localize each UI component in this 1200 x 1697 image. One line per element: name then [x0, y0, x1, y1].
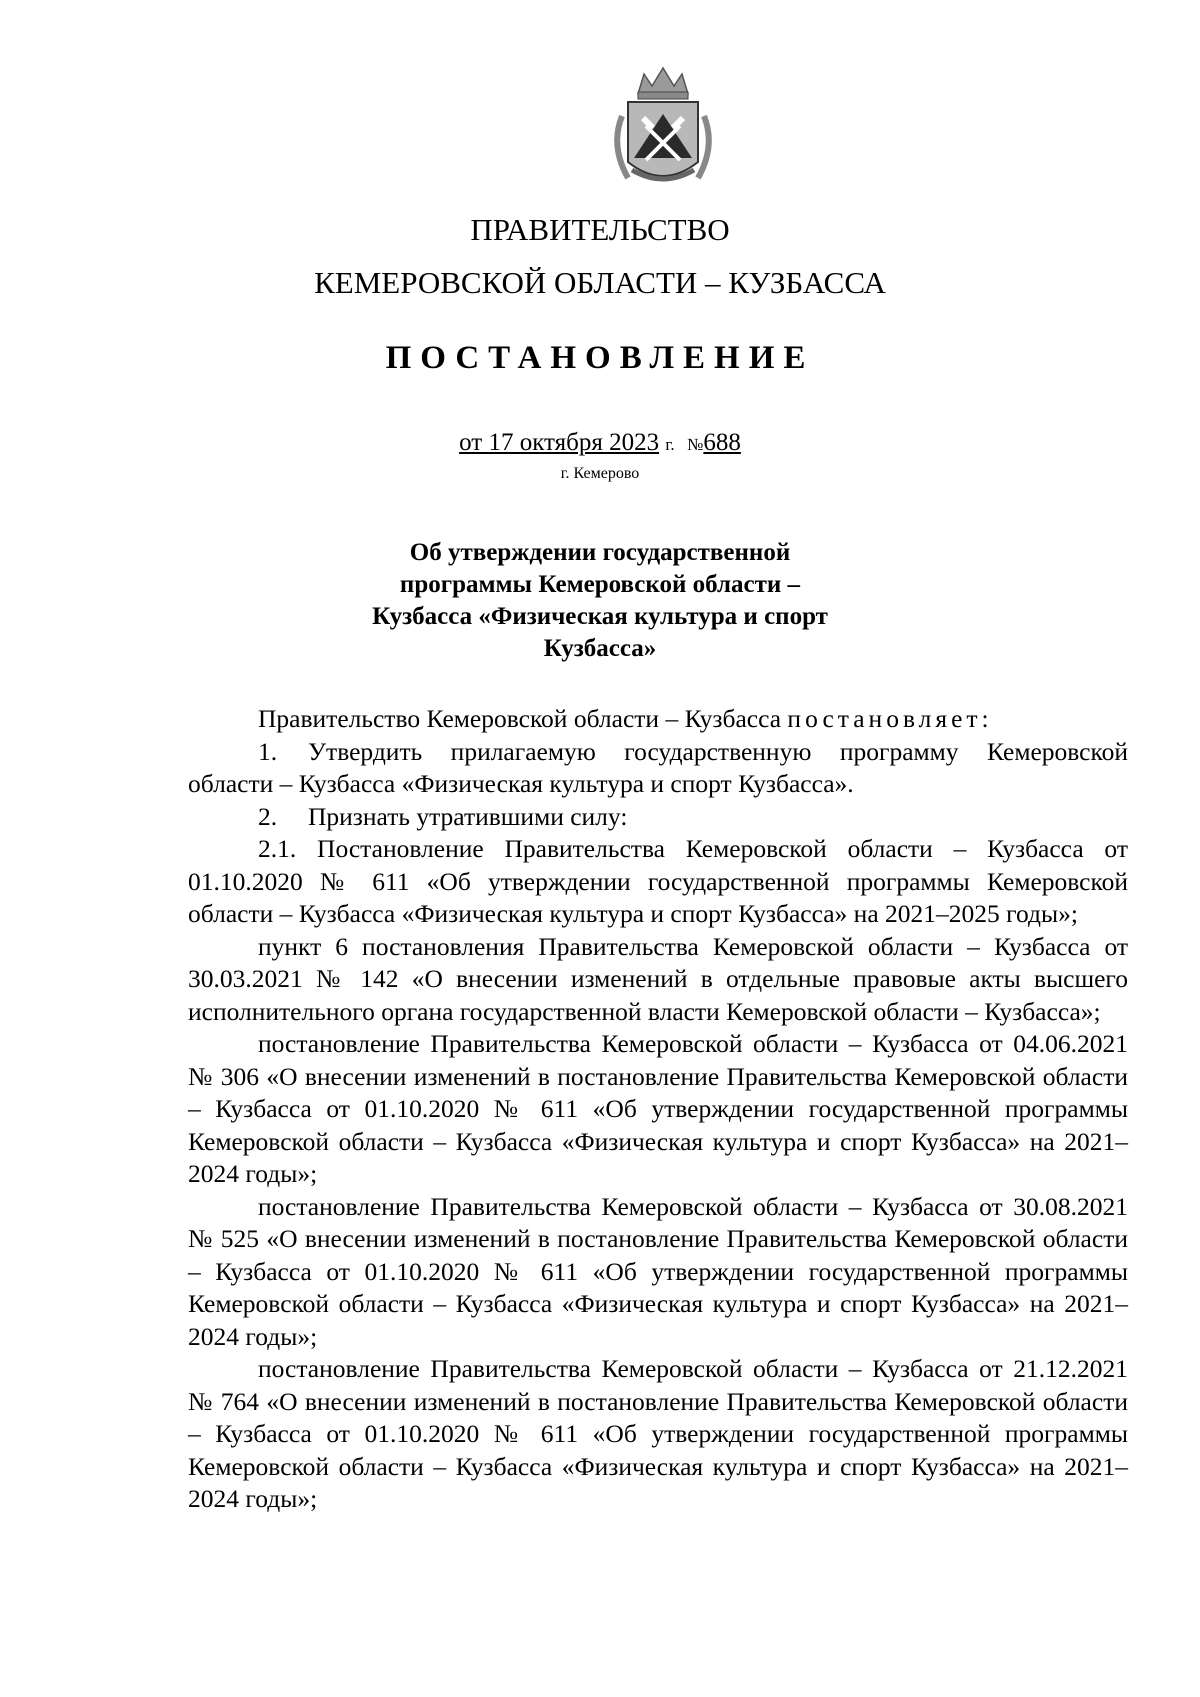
repealed-act-paragraph: пункт 6 постановления Правительства Кемеровской области – Кузбасса от 30.03.2021 № 142 «О внесении изменений в отдельные правовые акты высшего исполнительного органа государственной власти Кемеровской области – Кузбасса»; — [188, 931, 1128, 1026]
title-line: программы Кемеровской области – — [399, 571, 801, 598]
item-2-text: Признать утратившими силу: — [308, 801, 628, 831]
title-line: Об утверждении государственной — [409, 539, 791, 566]
repealed-act-paragraph: постановление Правительства Кемеровской области – Кузбасса от 21.12.2021 № 764 «О внесении изменений в постановление Правительства Кемеровской области – Кузбасса от 01.10.2020 № 611 «Об утверждении государственной программы Кемеровской области – Кузбасса «Физическая культура и спорт Кузбасса» на 2021–2024 годы»; — [188, 1354, 1128, 1513]
document-type: ПОСТАНОВЛЕНИЕ — [385, 340, 815, 376]
item-1-paragraph — [188, 736, 1128, 801]
preamble-verb: постановляет: — [787, 704, 993, 733]
document-number: 688 — [703, 429, 741, 456]
document-city: г. Кемерово — [560, 465, 640, 482]
repealed-act-paragraph: постановление Правительства Кемеровской области – Кузбасса от 30.08.2021 № 525 «О внесении изменений в постановление Правительства Кемеровской области – Кузбасса от 01.10.2020 № 611 «Об утверждении государственной программы Кемеровской области – Кузбасса «Физическая культура и спорт Кузбасса» на 2021–2024 годы»; — [188, 1191, 1128, 1351]
item-2-paragraph — [188, 801, 1128, 834]
item-1-number: 1. — [258, 736, 278, 766]
document-body — [188, 703, 1128, 1516]
item-1-text: Утвердить прилагаемую государственную программу Кемеровской области – Кузбасса «Физическая культура и спорт Кузбасса». — [188, 736, 1128, 798]
title-line: Кузбасса» — [543, 635, 657, 662]
item-2-1-paragraph: 2.1. Постановление Правительства Кемеровской области – Кузбасса от 01.10.2020 № 611 «Об утверждении государственной программы Кемеровской области – Кузбасса «Физическая культура и спорт Кузбасса» на 2021–2025 годы»; — [188, 834, 1128, 928]
title-line: Кузбасса «Физическая культура и спорт — [372, 603, 828, 630]
document-date: от 17 октября 2023 — [459, 429, 660, 456]
repealed-act-paragraph: постановление Правительства Кемеровской области – Кузбасса от 04.06.2021 № 306 «О внесении изменений в постановление Правительства Кемеровской области – Кузбасса от 01.10.2020 № 611 «Об утверждении государственной программы Кемеровской области – Кузбасса «Физическая культура и спорт Кузбасса» на 2021–2024 годы»; — [188, 1029, 1128, 1188]
document-date-line — [0, 428, 1200, 460]
coat-of-arms-icon — [608, 66, 718, 188]
number-sign: № — [687, 435, 704, 454]
preamble-paragraph — [188, 703, 1128, 736]
preamble-text: Правительство Кемеровской области – Кузбасса — [258, 704, 788, 733]
organization-name-line1: ПРАВИТЕЛЬСТВО — [470, 212, 730, 247]
document-title — [0, 537, 1200, 665]
year-suffix: г. — [665, 435, 675, 454]
organization-name-line2: КЕМЕРОВСКОЙ ОБЛАСТИ – КУЗБАССА — [314, 265, 886, 300]
item-2-number: 2. — [258, 801, 278, 831]
